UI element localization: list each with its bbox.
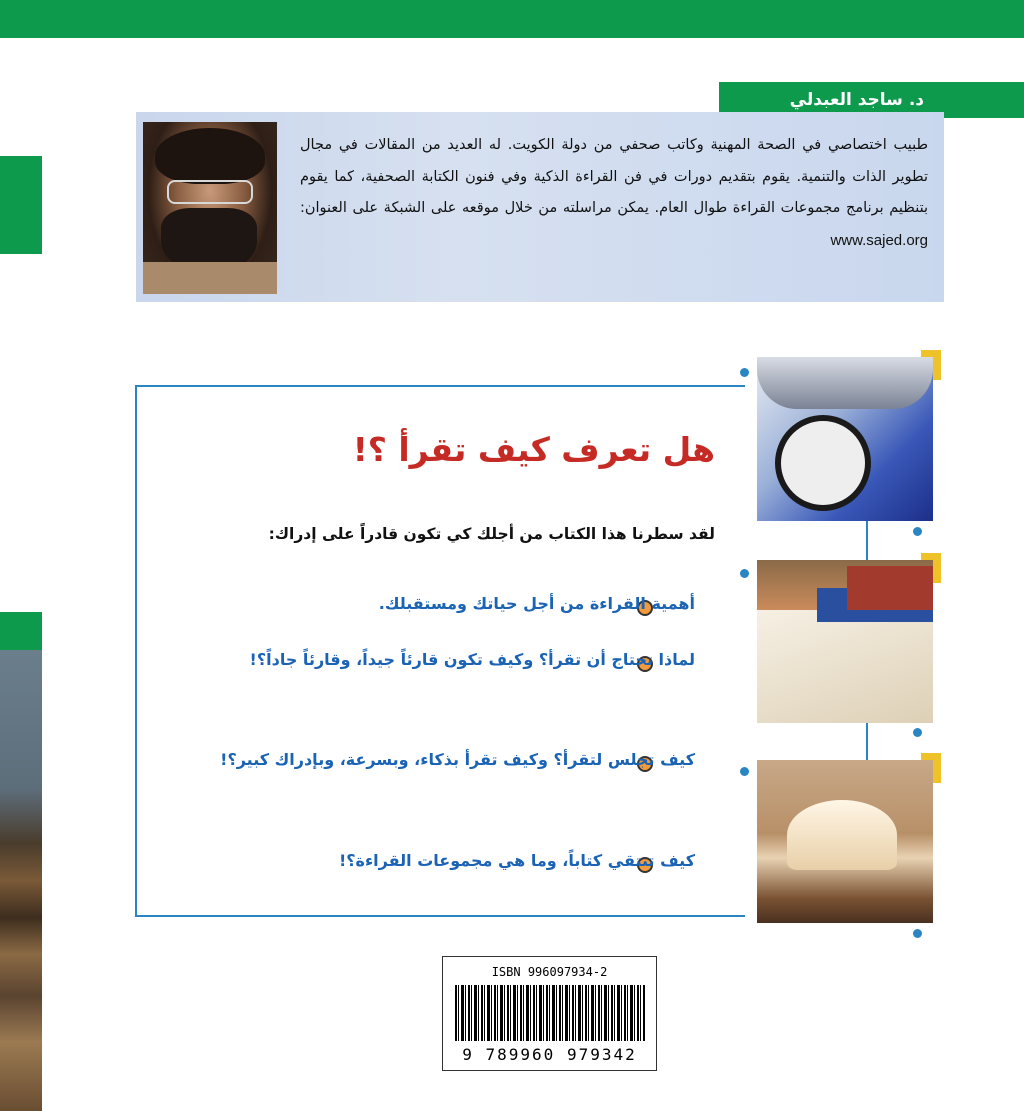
photo-shoulder: [143, 262, 277, 294]
fanned-pages: [787, 800, 897, 870]
intro-text: لقد سطرنا هذا الكتاب من أجلك كي تكون قادراً على إدراك:: [268, 525, 715, 543]
connector-dot: [740, 767, 749, 776]
bullet-item: كيف تجلس لتقرأ؟ وكيف تقرأ بذكاء، وبسرعة، وبإدراك كبير؟!: [220, 750, 695, 769]
connector-dot: [740, 368, 749, 377]
connector-dot: [913, 728, 922, 737]
connector-dot: [740, 569, 749, 578]
side-books-photo: [0, 650, 42, 1111]
barcode-bars: [455, 985, 645, 1041]
open-book-image: [757, 560, 933, 723]
photo-glasses: [167, 180, 253, 204]
top-green-band: [0, 0, 1024, 38]
connector-dot: [913, 527, 922, 536]
author-bio-text: طبيب اختصاصي في الصحة المهنية وكاتب صحفي من دولة الكويت. له العديد من المقالات في مجال تطوير الذات والتنمية. يقوم بتقديم دورات في فن القراءة الذكية وفي فنون الكتابة الصحفية، كما يقوم بتنظيم برنامج مجموعات القراءة طوال العام. يمكن مراسلته من خلال موقعه على الشبكة على العنوان:: [300, 137, 928, 216]
author-name-tab: د. ساجد العبدلي: [719, 82, 1024, 118]
red-book: [847, 566, 933, 610]
bullet-item: لماذا تحتاج أن تقرأ؟ وكيف تكون قارئاً جيداً، وقارئاً جاداً؟!: [249, 650, 695, 669]
magnifier-lens: [775, 415, 871, 511]
isbn-number: ISBN 996097934-2: [491, 965, 608, 979]
side-green-tab-upper: [0, 156, 42, 254]
author-website: www.sajed.org: [830, 231, 928, 249]
author-bio: [300, 130, 928, 257]
photo-hair: [155, 128, 265, 184]
author-photo: [143, 122, 277, 294]
lamp-shape: [757, 357, 933, 409]
isbn-barcode: [442, 956, 657, 1071]
open-book-pages: [757, 610, 933, 723]
connector-dot: [913, 929, 922, 938]
magnifier-reading-image: [757, 357, 933, 521]
barcode-digits: 9 789960 979342: [462, 1045, 637, 1064]
bullet-item: كيف تنتقي كتاباً، وما هي مجموعات القراءة؟!: [338, 851, 695, 870]
fanned-book-image: [757, 760, 933, 923]
bullet-item: أهمية القراءة من أجل حياتك ومستقبلك.: [378, 594, 695, 613]
question-title: هل تعرف كيف تقرأ ؟!: [352, 430, 715, 469]
side-green-tab-lower: [0, 612, 42, 650]
